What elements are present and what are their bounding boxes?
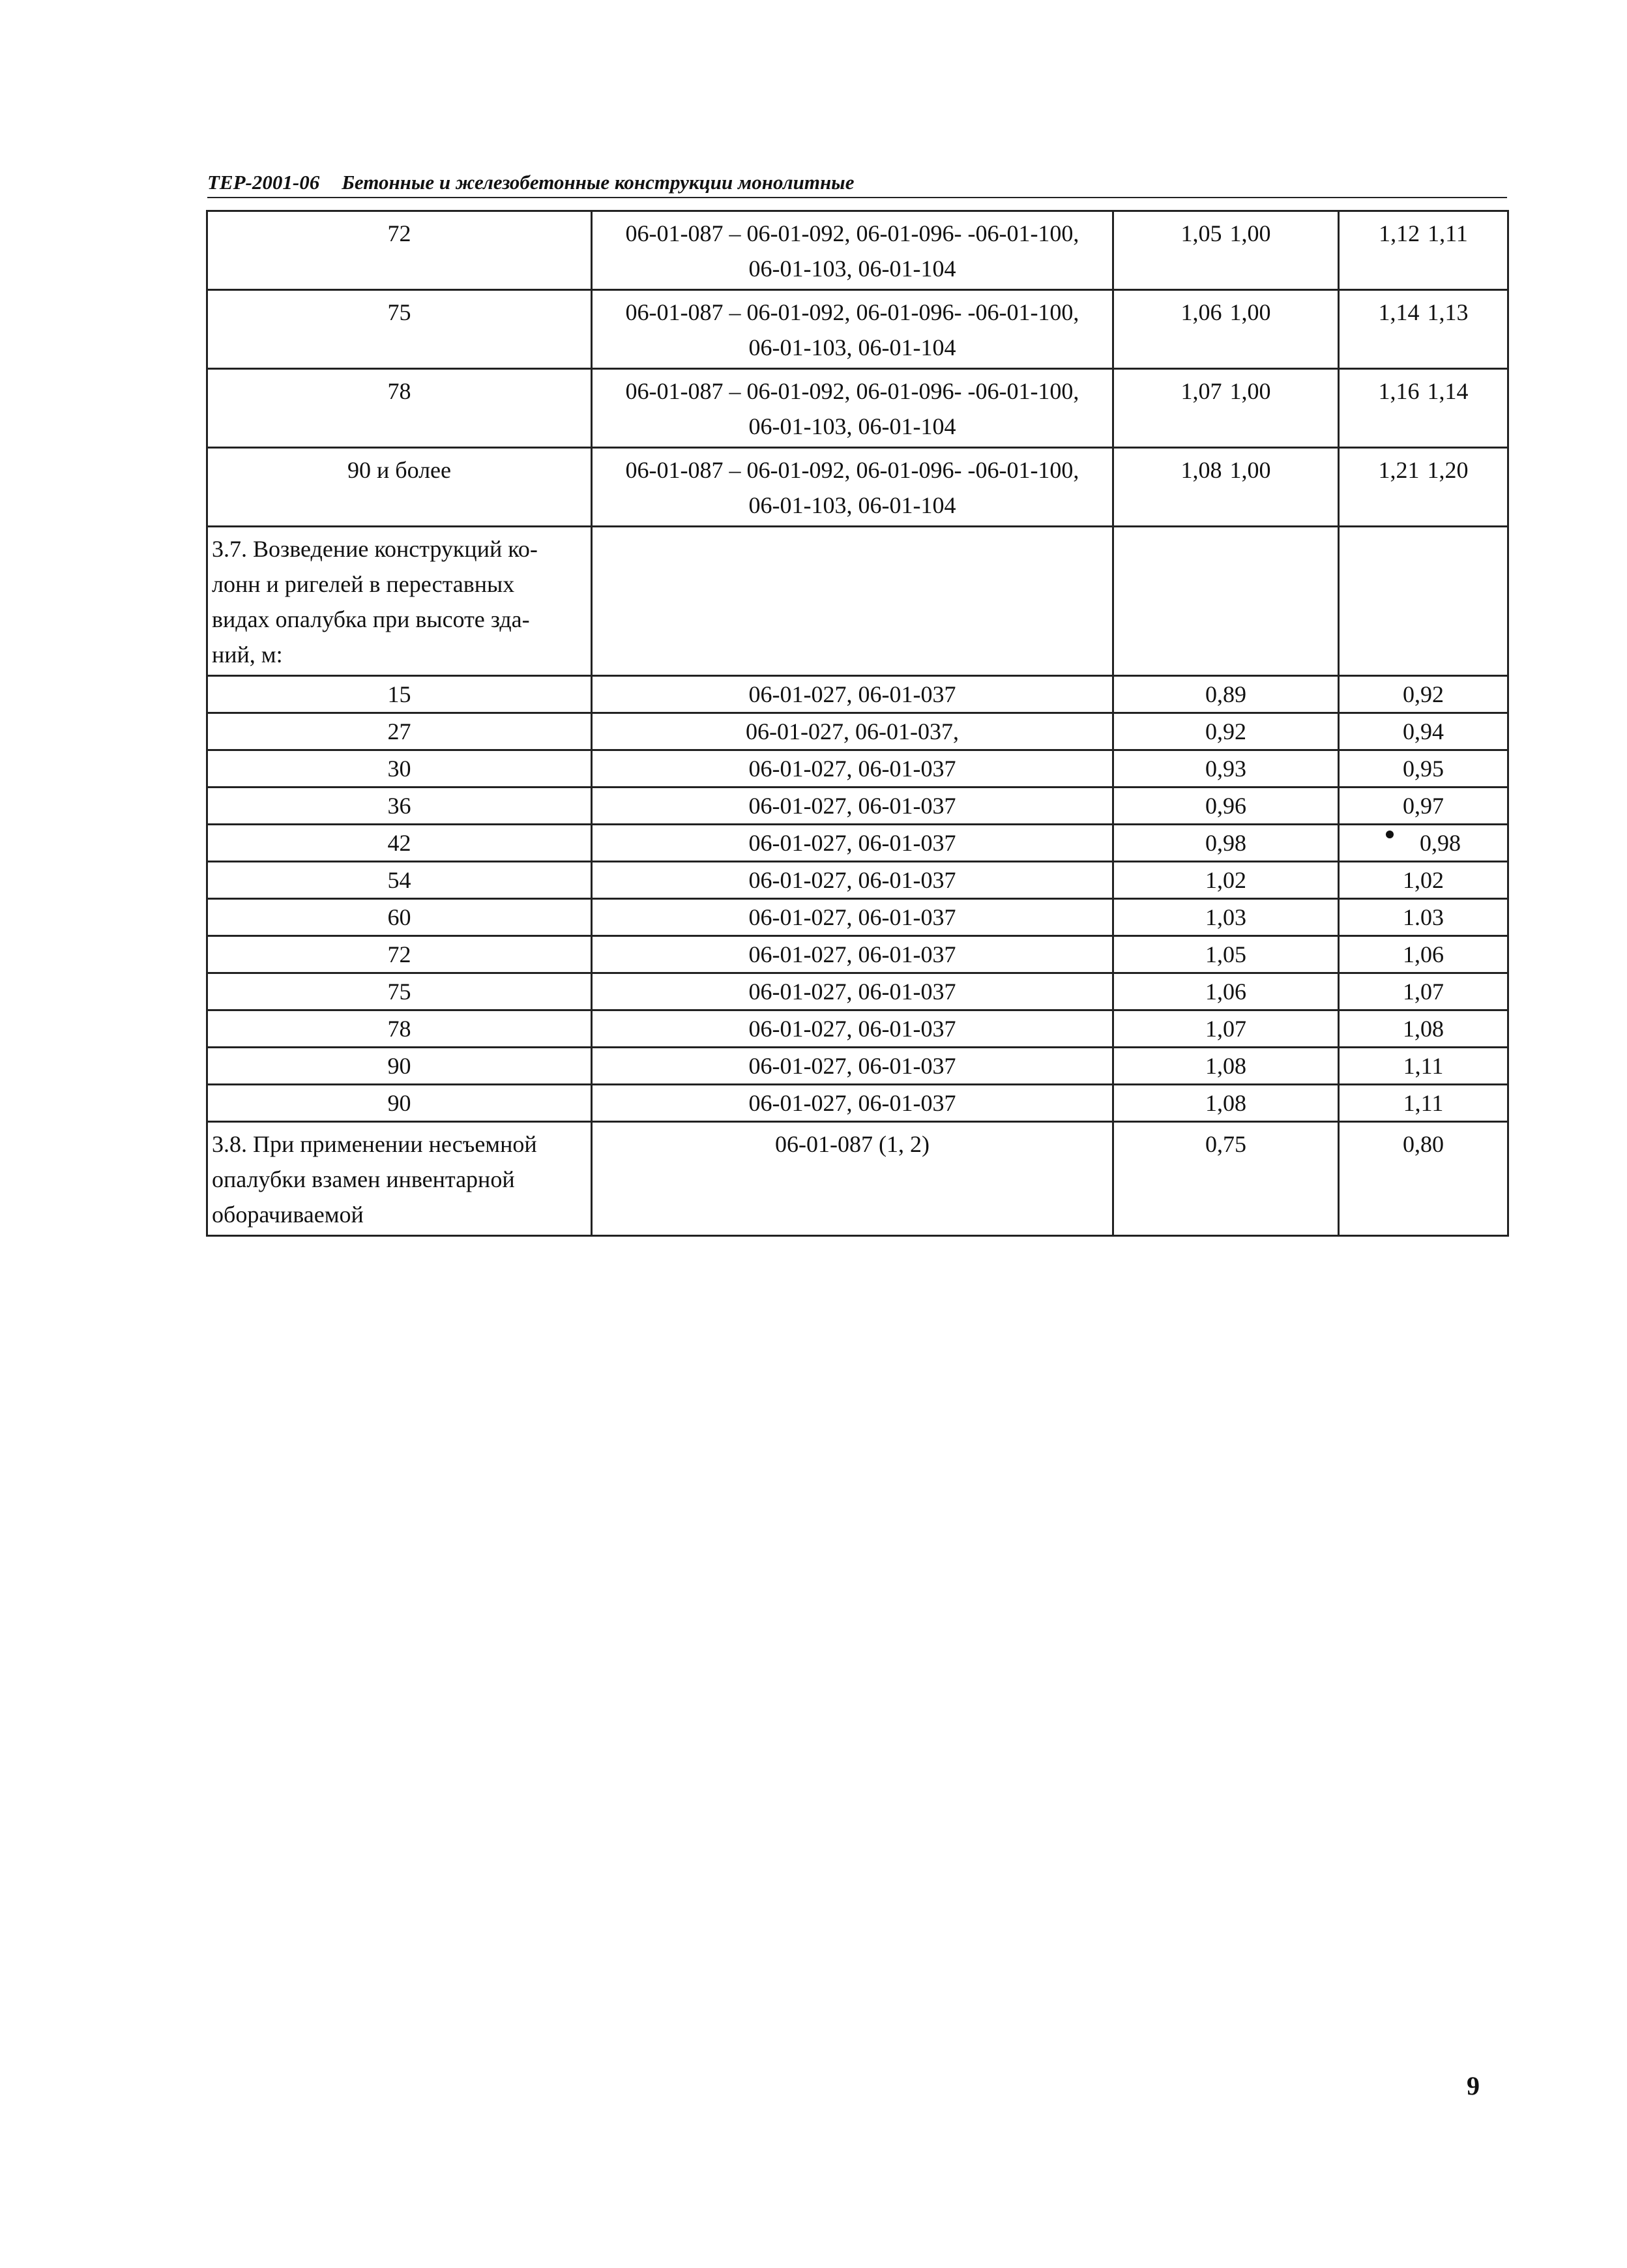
codes-line: 06-01-087 – 06-01-092, 06-01-096- -06-01-100,: [625, 378, 1079, 404]
section-title-line: видах опалубка при высоте зда-: [212, 606, 530, 632]
height-cell: 54: [207, 862, 592, 899]
table-row: [207, 899, 1508, 936]
section-title-cell: [207, 1122, 592, 1236]
height-cell: 90: [207, 1085, 592, 1122]
coef-cell: 0,97: [1339, 788, 1508, 825]
coef-value: 1,16: [1378, 378, 1420, 404]
codes-line: 06-01-087 – 06-01-092, 06-01-096- -06-01-100,: [625, 220, 1079, 246]
coef-cell: 0,95: [1339, 750, 1508, 788]
height-cell: 72: [207, 936, 592, 973]
codes-line: 06-01-087 – 06-01-092, 06-01-096- -06-01-100,: [625, 457, 1079, 483]
section-title-line: ний, м:: [212, 641, 283, 668]
codes-line: 06-01-103, 06-01-104: [748, 413, 956, 439]
coef-cell: 1,11: [1339, 1048, 1508, 1085]
running-header: [207, 171, 1507, 198]
table-row: [207, 290, 1508, 369]
coef-value: 1,00: [1229, 220, 1271, 246]
table-row: [207, 788, 1508, 825]
coef-cell: 1,07: [1339, 973, 1508, 1010]
coef-cell: [1339, 290, 1508, 369]
coef-value: 1,20: [1427, 457, 1469, 483]
coef-cell: [1113, 290, 1339, 369]
codes-cell: [592, 369, 1113, 448]
codes-cell: 06-01-027, 06-01-037: [592, 1010, 1113, 1048]
coef-cell: 0,80: [1339, 1122, 1508, 1236]
coef-cell: 0,92: [1339, 676, 1508, 713]
table-row: [207, 1048, 1508, 1085]
codes-cell: 06-01-027, 06-01-037: [592, 862, 1113, 899]
coef-value: 1,06: [1180, 299, 1222, 325]
coef-cell: 0,75: [1113, 1122, 1339, 1236]
coef-cell: 1,07: [1113, 1010, 1339, 1048]
coef-cell: 1,06: [1339, 936, 1508, 973]
coef-cell: 0,93: [1113, 750, 1339, 788]
coef-value: 1,14: [1427, 378, 1469, 404]
coef-cell: [1339, 369, 1508, 448]
coef-cell: [1113, 448, 1339, 527]
empty-cell: [1113, 527, 1339, 676]
coef-value: 1,07: [1180, 378, 1222, 404]
coef-cell: [1339, 211, 1508, 290]
section-title-line: 3.8. При применении несъемной: [212, 1131, 537, 1157]
section-title-line: оборачиваемой: [212, 1201, 364, 1228]
coef-cell: 1.03: [1339, 899, 1508, 936]
coef-value: 1,00: [1229, 457, 1271, 483]
height-cell: 78: [207, 369, 592, 448]
codes-cell: 06-01-027, 06-01-037: [592, 750, 1113, 788]
table-row: [207, 862, 1508, 899]
codes-cell: 06-01-027, 06-01-037: [592, 936, 1113, 973]
coef-cell: [1339, 448, 1508, 527]
height-cell: 75: [207, 290, 592, 369]
page-number: 9: [1467, 2071, 1480, 2100]
coef-cell: [1113, 211, 1339, 290]
height-cell: 30: [207, 750, 592, 788]
coef-cell: [1113, 369, 1339, 448]
coef-cell: 1,11: [1339, 1085, 1508, 1122]
section-row: [207, 527, 1508, 676]
coef-cell: 0,89: [1113, 676, 1339, 713]
height-cell: 60: [207, 899, 592, 936]
coef-value: 1,12: [1379, 220, 1420, 246]
coef-cell: 1,08: [1113, 1085, 1339, 1122]
coef-value: 1,00: [1229, 378, 1271, 404]
coef-cell: 0,92: [1113, 713, 1339, 750]
codes-cell: 06-01-027, 06-01-037: [592, 899, 1113, 936]
coef-cell: 1,06: [1113, 973, 1339, 1010]
coef-cell: 1,03: [1113, 899, 1339, 936]
section-row: [207, 1122, 1508, 1236]
height-cell: 90: [207, 1048, 592, 1085]
table-row: [207, 1010, 1508, 1048]
coef-value: 1,13: [1427, 299, 1469, 325]
coef-value: 1,14: [1378, 299, 1420, 325]
codes-cell: 06-01-027, 06-01-037: [592, 1085, 1113, 1122]
codes-line: 06-01-087 – 06-01-092, 06-01-096- -06-01-100,: [625, 299, 1079, 325]
header-title: Бетонные и железобетонные конструкции монолитные: [342, 171, 855, 194]
dot-mark-icon: [1386, 831, 1394, 838]
coef-value: 1,00: [1229, 299, 1271, 325]
codes-cell: 06-01-027, 06-01-037: [592, 788, 1113, 825]
table-row: [207, 973, 1508, 1010]
codes-cell: 06-01-027, 06-01-037,: [592, 713, 1113, 750]
table-row: [207, 676, 1508, 713]
coef-cell: 1,08: [1113, 1048, 1339, 1085]
header-code: ТЕР-2001-06: [207, 171, 320, 194]
section-title-line: 3.7. Возведение конструкций ко-: [212, 536, 538, 562]
codes-cell: 06-01-027, 06-01-037: [592, 973, 1113, 1010]
height-cell: 75: [207, 973, 592, 1010]
coef-cell: 0,98: [1113, 825, 1339, 862]
codes-line: 06-01-103, 06-01-104: [748, 256, 956, 282]
height-cell: 27: [207, 713, 592, 750]
coef-cell: 0,94: [1339, 713, 1508, 750]
coef-cell: 1,02: [1113, 862, 1339, 899]
coef-cell: 1,08: [1339, 1010, 1508, 1048]
section-title-line: опалубки взамен инвентарной: [212, 1166, 515, 1192]
table-row: [207, 448, 1508, 527]
codes-cell: [592, 448, 1113, 527]
height-cell: 15: [207, 676, 592, 713]
codes-cell: 06-01-027, 06-01-037: [592, 676, 1113, 713]
codes-cell: 06-01-087 (1, 2): [592, 1122, 1113, 1236]
coef-value: 0,98: [1420, 830, 1461, 856]
coef-cell: 1,05: [1113, 936, 1339, 973]
table-row: [207, 936, 1508, 973]
table-row: [207, 713, 1508, 750]
empty-cell: [592, 527, 1113, 676]
table-row: [207, 825, 1508, 862]
height-cell: 72: [207, 211, 592, 290]
section-title-cell: [207, 527, 592, 676]
coef-value: 1,05: [1180, 220, 1222, 246]
table-row: [207, 750, 1508, 788]
empty-cell: [1339, 527, 1508, 676]
coef-value: 1,21: [1378, 457, 1420, 483]
height-cell: 42: [207, 825, 592, 862]
height-cell: 90 и более: [207, 448, 592, 527]
table-row: [207, 1085, 1508, 1122]
codes-line: 06-01-103, 06-01-104: [748, 492, 956, 518]
section-title-line: лонн и ригелей в переставных: [212, 571, 515, 597]
coef-cell: [1339, 825, 1508, 862]
codes-cell: 06-01-027, 06-01-037: [592, 1048, 1113, 1085]
height-cell: 78: [207, 1010, 592, 1048]
coefficients-table: [206, 210, 1509, 1237]
coef-value: 1,08: [1180, 457, 1222, 483]
codes-cell: 06-01-027, 06-01-037: [592, 825, 1113, 862]
coef-cell: 0,96: [1113, 788, 1339, 825]
codes-cell: [592, 290, 1113, 369]
coef-cell: 1,02: [1339, 862, 1508, 899]
table-row: [207, 369, 1508, 448]
codes-cell: [592, 211, 1113, 290]
table-row: [207, 211, 1508, 290]
coef-value: 1,11: [1428, 220, 1468, 246]
height-cell: 36: [207, 788, 592, 825]
codes-line: 06-01-103, 06-01-104: [748, 334, 956, 361]
